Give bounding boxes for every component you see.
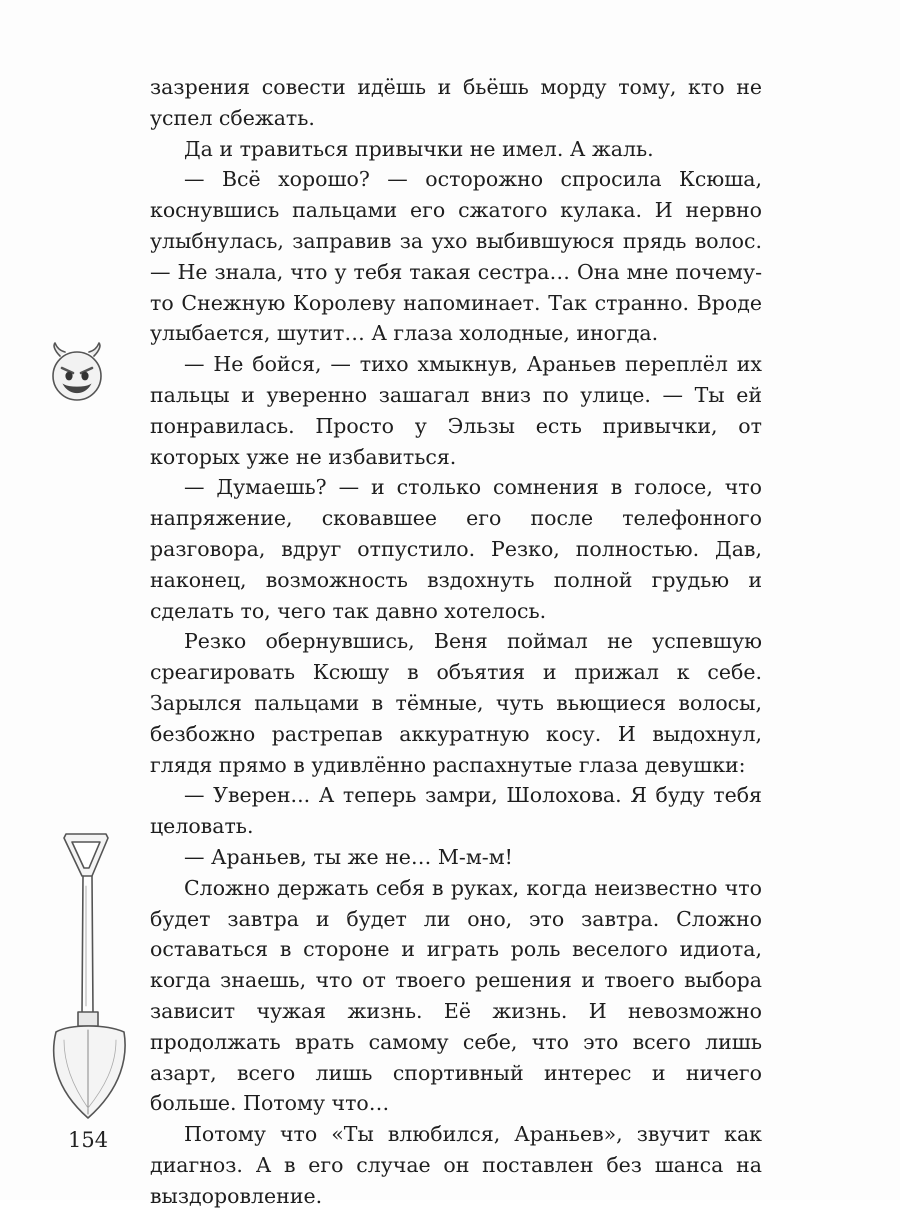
paragraph: Сложно держать себя в руках, когда неизвестно что будет завтра и будет ли оно, это завтра. Сложно оставаться в стороне и играть роль веселого идиота, когда знаешь, что от твоего решения и твоего выбора зависит чужая жизнь. Её жизнь. И невозможно продолжать врать самому себе, что это всего лишь азарт, всего лишь спортивный интерес и ничего больше. Потому что… — [150, 875, 762, 1116]
paragraph: — Всё хорошо? — осторожно спросила Ксюша, коснувшись пальцами его сжатого кулака. И нервно улыбнулась, заправив за ухо выбившуюся прядь волос. — Не знала, что у тебя такая сестра… Она мне почему-то Снежную Королеву напоминает. Так странно. Вроде улыбается, шутит… А глаза холодные, иногда. — [150, 167, 762, 346]
paragraph: — Не бойся, — тихо хмыкнув, Араньев переплёл их пальцы и уверенно зашагал вниз по улице. — Ты ей понравилась. Просто у Эльзы есть привычки, от которых уже не избавиться. — [150, 352, 762, 469]
paragraph: — Уверен... А теперь замри, Шолохова. Я буду тебя целовать. — [150, 783, 762, 839]
shovel-icon — [44, 826, 136, 1124]
paragraph: зазрения совести идёшь и бьёшь морду тому, кто не успел сбежать. — [150, 75, 762, 130]
page-number: 154 — [68, 1128, 109, 1152]
paragraph: Резко обернувшись, Веня поймал не успевшую среагировать Ксюшу в объятия и прижал к себе. Зарылся пальцами в тёмные, чуть вьющиеся волосы, безбожно растрепав аккуратную косу. И выдохнул, глядя прямо в удивлённо распахнутые глаза девушки: — [150, 629, 762, 777]
paragraph: Потому что «Ты влюбился, Араньев», звучит как диагноз. А в его случае он поставлен без шанса на выздоровление. — [150, 1122, 762, 1208]
body-text — [150, 72, 762, 1211]
paragraph: Да и травиться привычки не имел. А жаль. — [184, 136, 654, 161]
paragraph: — Араньев, ты же не… М-м-м! — [184, 844, 513, 869]
devil-smiley-icon — [46, 342, 108, 404]
paragraph: — Думаешь? — и столько сомнения в голосе, что напряжение, сковавшее его после телефонного разговора, вдруг отпустило. Резко, полностью. Дав, наконец, возможность вздохнуть полной грудью и сделать то, чего так давно хотелось. — [150, 475, 762, 623]
